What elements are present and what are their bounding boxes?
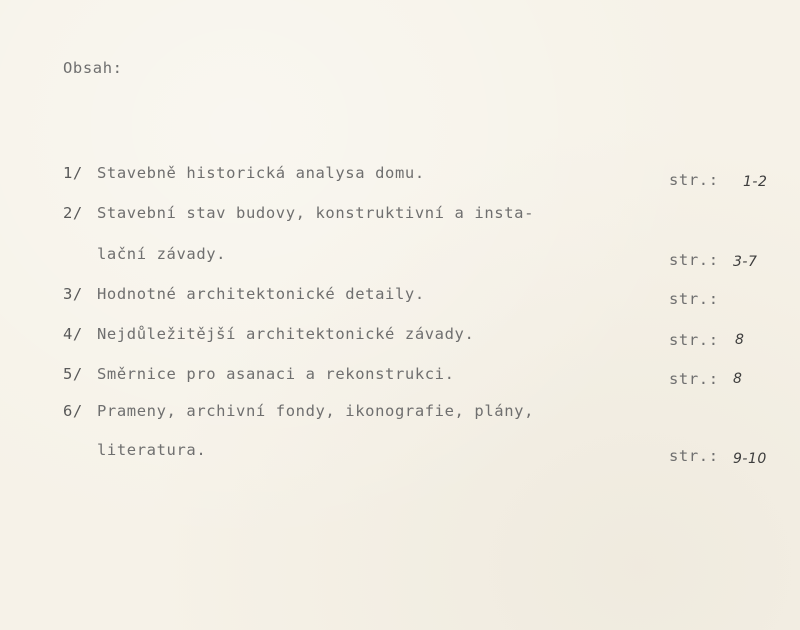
toc-item-3-text: Hodnotné architektonické detaily.	[97, 285, 425, 303]
toc-item-4-text: Nejdůležitější architektonické závady.	[97, 325, 475, 343]
toc-item-1-pages: 1-2	[743, 174, 768, 190]
toc-item-6-pages: 9-10	[733, 451, 767, 467]
toc-item-6-number: 6/	[63, 402, 83, 420]
toc-item-6-page-label: str.:	[669, 447, 719, 465]
toc-item-5-pages: 8	[733, 371, 743, 387]
toc-item-4-page-label: str.:	[669, 331, 719, 349]
toc-item-1-number: 1/	[63, 164, 83, 182]
toc-item-5-text: Směrnice pro asanaci a rekonstrukci.	[97, 365, 455, 383]
toc-item-3-number: 3/	[63, 285, 83, 303]
toc-item-6-text-line-1: Prameny, archivní fondy, ikonografie, plány,	[97, 402, 534, 420]
toc-item-5-page-label: str.:	[669, 370, 719, 388]
toc-item-2-text-line-1: Stavební stav budovy, konstruktivní a insta-	[97, 204, 534, 222]
toc-item-1-text: Stavebně historická analysa domu.	[97, 164, 425, 182]
toc-item-2-text-line-2: lační závady.	[97, 245, 227, 263]
toc-item-5-number: 5/	[63, 365, 83, 383]
toc-item-6-text-line-2: literatura.	[97, 441, 207, 459]
toc-item-2-page-label: str.:	[669, 251, 719, 269]
toc-item-3-page-label: str.:	[669, 290, 719, 308]
toc-item-1-page-label: str.:	[669, 171, 719, 189]
toc-item-4-number: 4/	[63, 325, 83, 343]
toc-item-4-pages: 8	[735, 332, 745, 348]
toc-item-2-number: 2/	[63, 204, 83, 222]
toc-item-2-pages: 3-7	[733, 254, 758, 270]
contents-heading: Obsah:	[63, 59, 123, 77]
